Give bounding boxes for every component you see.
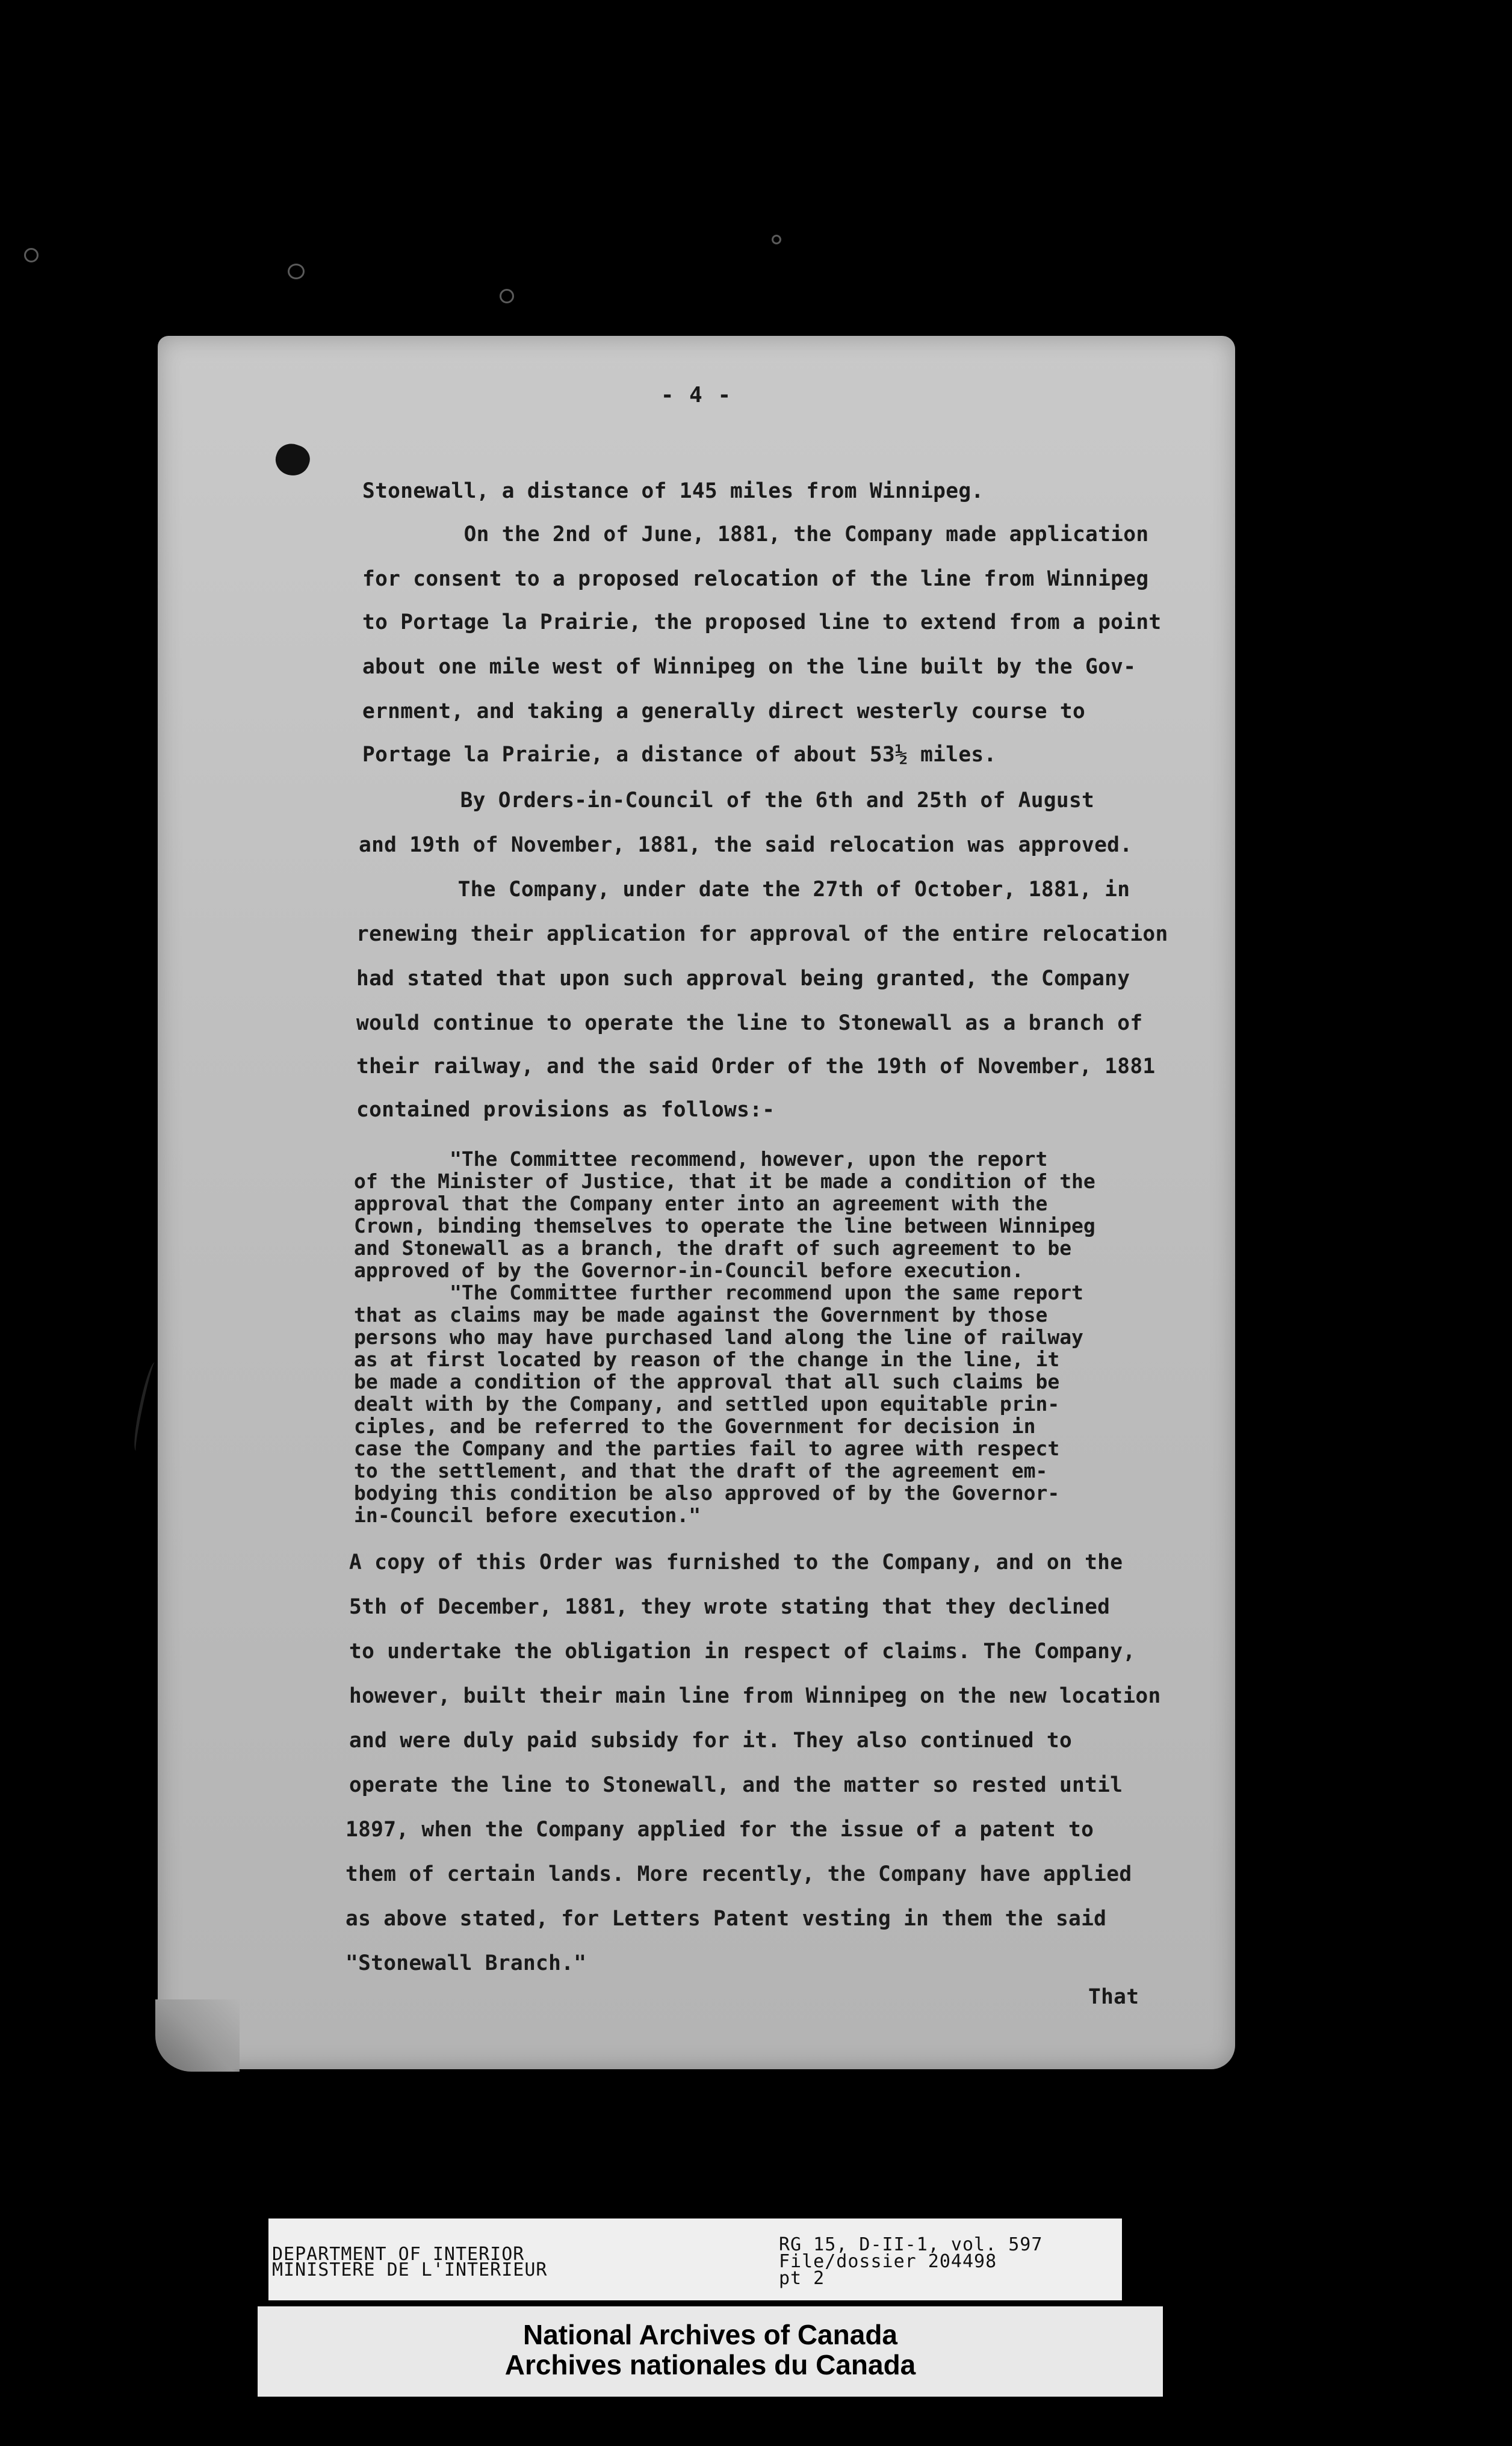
quote-line: that as claims may be made against the Government by those	[354, 1303, 1048, 1327]
scan-dust-speck	[24, 248, 39, 262]
department-en: DEPARTMENT OF INTERIOR	[272, 2244, 525, 2265]
archive-name-fr: Archives nationales du Canada	[504, 2349, 916, 2380]
quote-line: case the Company and the parties fail to agree with respect	[354, 1437, 1060, 1460]
archive-name-en: National Archives of Canada	[522, 2319, 897, 2350]
quote-line: in-Council before execution."	[354, 1503, 701, 1527]
body-line: contained provisions as follows:-	[356, 1098, 775, 1122]
body-line: however, built their main line from Winnipeg on the new location	[349, 1684, 1161, 1708]
scan-dust-speck	[288, 264, 305, 279]
body-line: their railway, and the said Order of the 19th of November, 1881	[356, 1054, 1156, 1079]
body-line: them of certain lands. More recently, the Company have applied	[345, 1862, 1132, 1886]
department-fr: MINISTERE DE L'INTERIEUR	[272, 2259, 548, 2280]
archive-footer	[258, 2306, 1163, 2397]
catchword: That	[1088, 1985, 1139, 2009]
quote-line: as at first located by reason of the change in the line, it	[354, 1348, 1060, 1371]
body-line: 5th of December, 1881, they wrote stating that they declined	[349, 1595, 1111, 1619]
body-line: renewing their application for approval of the entire relocation	[356, 922, 1168, 946]
quote-line: persons who may have purchased land along the line of railway	[354, 1325, 1083, 1349]
body-line: and were duly paid subsidy for it. They also continued to	[349, 1729, 1073, 1753]
body-line: would continue to operate the line to Stonewall as a branch of	[356, 1011, 1143, 1035]
body-line: "Stonewall Branch."	[345, 1951, 587, 1975]
quote-line: "The Committee further recommend upon the same report	[354, 1281, 1083, 1304]
body-line: Stonewall, a distance of 145 miles from Winnipeg.	[362, 479, 984, 503]
body-line: and 19th of November, 1881, the said relocation was approved.	[359, 833, 1133, 857]
document-page	[158, 336, 1235, 2069]
quote-line: ciples, and be referred to the Government for decision in	[354, 1414, 1036, 1438]
body-line: had stated that upon such approval being granted, the Company	[356, 967, 1130, 991]
file-reference: File/dossier 204498	[779, 2251, 997, 2272]
body-line: The Company, under date the 27th of October, 1881, in	[356, 878, 1130, 902]
archive-reference-label	[268, 2218, 1122, 2300]
quote-line: Crown, binding themselves to operate the line between Winnipeg	[354, 1214, 1095, 1237]
scan-dust-speck	[772, 235, 781, 244]
quote-line: to the settlement, and that the draft of the agreement em-	[354, 1459, 1048, 1482]
quote-line: "The Committee recommend, however, upon the report	[354, 1147, 1048, 1171]
quote-line: of the Minister of Justice, that it be made a condition of the	[354, 1169, 1095, 1193]
page-number: - 4 -	[660, 383, 733, 407]
body-line: On the 2nd of June, 1881, the Company made application	[362, 522, 1149, 546]
body-line: By Orders-in-Council of the 6th and 25th of August	[359, 788, 1095, 813]
record-group-reference: RG 15, D-II-1, vol. 597	[779, 2234, 1043, 2255]
body-line: ernment, and taking a generally direct westerly course to	[362, 699, 1086, 723]
part-reference: pt 2	[779, 2268, 825, 2289]
quote-line: approved of by the Governor-in-Council before execution.	[354, 1259, 1024, 1282]
body-line: 1897, when the Company applied for the issue of a patent to	[345, 1818, 1094, 1842]
quote-line: approval that the Company enter into an agreement with the	[354, 1192, 1048, 1215]
body-line: to undertake the obligation in respect of claims. The Company,	[349, 1639, 1136, 1664]
body-line: for consent to a proposed relocation of the line from Winnipeg	[362, 567, 1149, 591]
body-line: Portage la Prairie, a distance of about 53½ miles.	[362, 743, 997, 767]
quote-line: and Stonewall as a branch, the draft of such agreement to be	[354, 1236, 1072, 1260]
body-line: to Portage la Prairie, the proposed line to extend from a point	[362, 610, 1162, 634]
quote-line: bodying this condition be also approved of by the Governor-	[354, 1481, 1060, 1505]
quote-line: be made a condition of the approval that all such claims be	[354, 1370, 1060, 1393]
scan-dust-speck	[500, 289, 514, 303]
punch-hole	[271, 439, 314, 480]
body-line: operate the line to Stonewall, and the matter so rested until	[349, 1773, 1123, 1797]
body-line: about one mile west of Winnipeg on the line built by the Gov-	[362, 655, 1136, 679]
quote-line: dealt with by the Company, and settled upon equitable prin-	[354, 1392, 1060, 1416]
body-line: as above stated, for Letters Patent vesting in them the said	[345, 1907, 1107, 1931]
body-line: A copy of this Order was furnished to the Company, and on the	[349, 1550, 1123, 1574]
handwritten-margin-mark	[131, 1361, 161, 1452]
